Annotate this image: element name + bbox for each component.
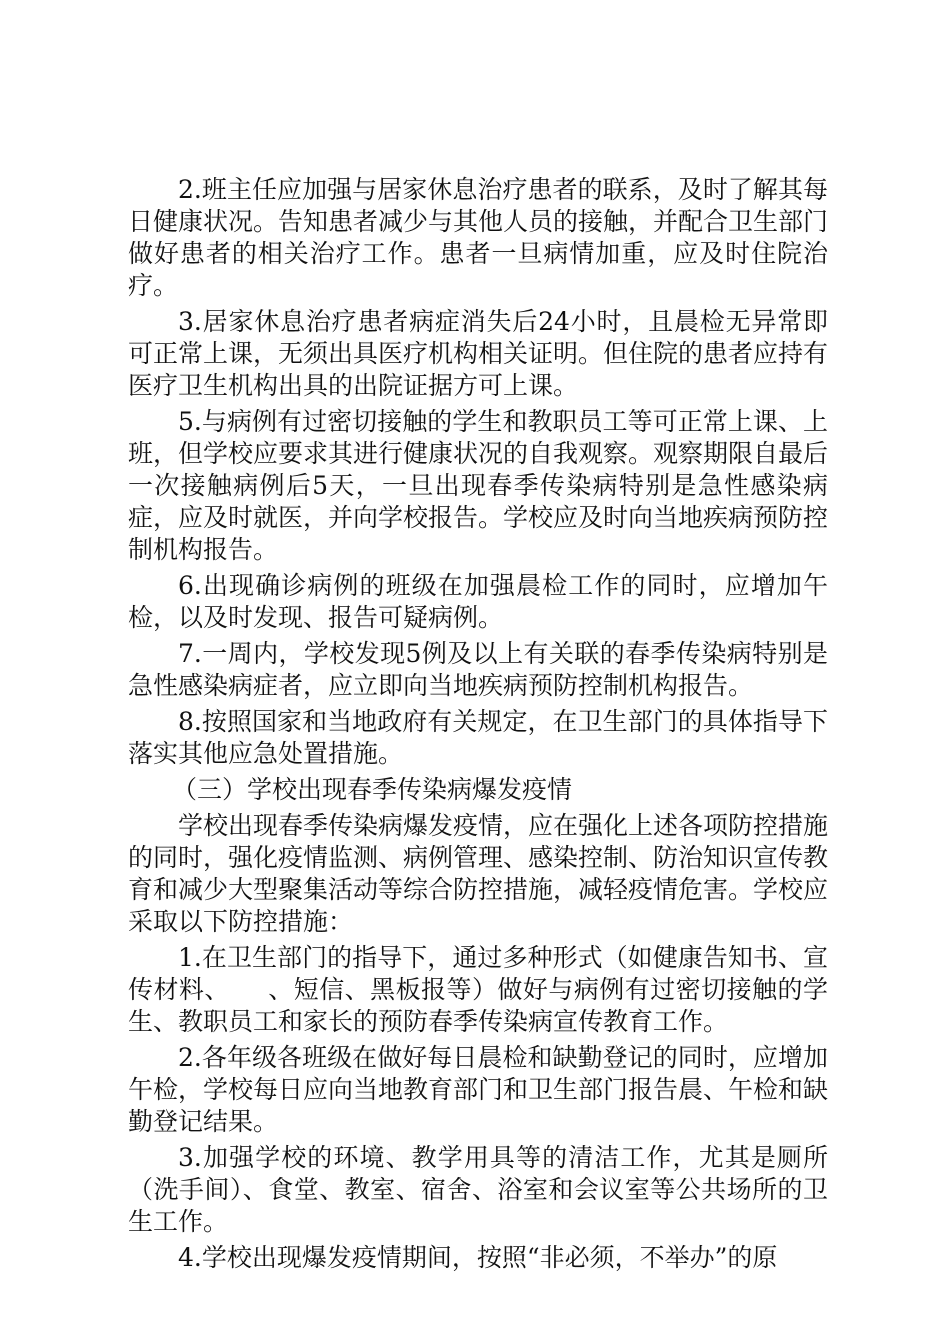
paragraph-outbreak-item-3-cleaning: 3.加强学校的环境、教学用具等的清洁工作，尤其是厕所（洗手间）、食堂、教室、宿舍、浴室和会议室等公共场所的卫生工作。 [128,1143,828,1236]
paragraph-item-2-home-treatment-contact: 2.班主任应加强与居家休息治疗患者的联系，及时了解其每日健康状况。告知患者减少与其他人员的接触，并配合卫生部门做好患者的相关治疗工作。患者一旦病情加重，应及时住院治疗。 [128,175,829,300]
section-heading-outbreak: （三）学校出现春季传染病爆发疫情 [172,775,573,804]
paragraph-item-5-close-contacts: 5.与病例有过密切接触的学生和教职员工等可正常上课、上班，但学校应要求其进行健康状况的自我观察。观察期限自最后一次接触病例后5天，一旦出现春季传染病特别是急性感染病症，应及时就医，并向学校报告。学校应及时向当地疾病预防控制机构报告。 [128,407,829,564]
paragraph-item-3-return-to-class: 3.居家休息治疗患者病症消失后24小时，且晨检无异常即可正常上课，无须出具医疗机构相关证明。但住院的患者应持有医疗卫生机构出具的出院证据方可上课。 [128,307,829,400]
paragraph-item-8-emergency-measures: 8.按照国家和当地政府有关规定，在卫生部门的具体指导下落实其他应急处置措施。 [128,707,828,768]
paragraph-item-6-noon-check: 6.出现确诊病例的班级在加强晨检工作的同时，应增加午检，以及时发现、报告可疑病例。 [128,571,828,632]
document-page [128,174,828,1278]
paragraph-outbreak-item-4-events: 4.学校出现爆发疫情期间，按照“非必须，不举办”的原 [178,1243,778,1272]
paragraph-item-7-weekly-report: 7.一周内，学校发现5例及以上有关联的春季传染病特别是急性感染病症者，应立即向当地疾病预防控制机构报告。 [128,639,828,700]
paragraph-outbreak-item-2-checks: 2.各年级各班级在做好每日晨检和缺勤登记的同时，应增加午检，学校每日应向当地教育部门和卫生部门报告晨、午检和缺勤登记结果。 [128,1043,829,1136]
paragraph-outbreak-item-1-education: 1.在卫生部门的指导下，通过多种形式（如健康告知书、宣传材料、 、短信、黑板报等）做好与病例有过密切接触的学生、教职员工和家长的预防春季传染病宣传教育工作。 [128,943,828,1036]
paragraph-outbreak-intro: 学校出现春季传染病爆发疫情，应在强化上述各项防控措施的同时，强化疫情监测、病例管理、感染控制、防治知识宣传教育和减少大型聚集活动等综合防控措施，减轻疫情危害。学校应采取以下防控措施： [128,811,829,936]
